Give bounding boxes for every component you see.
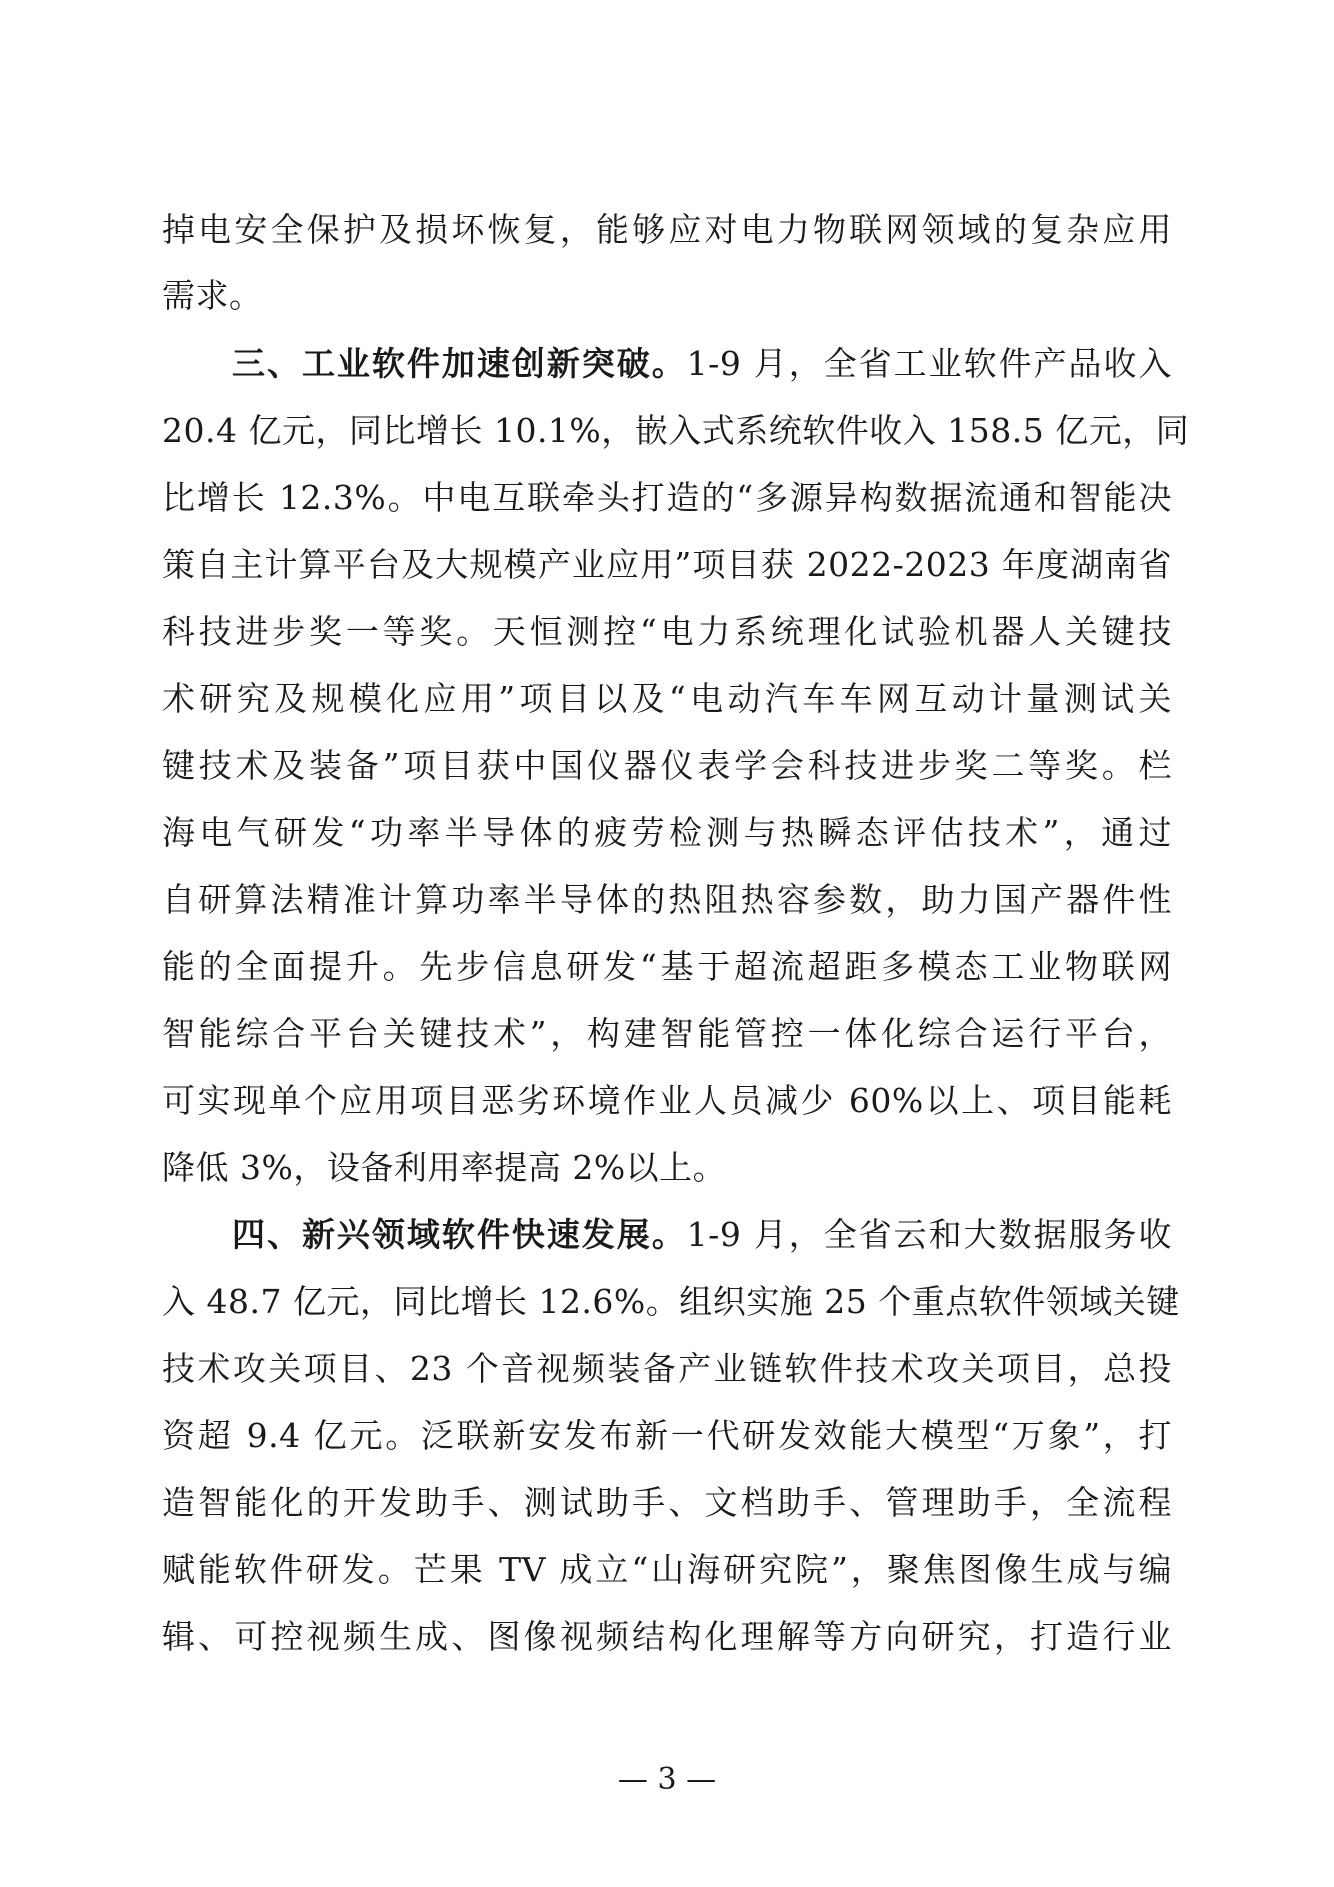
text-line: 比增长 12.3%。中电互联牵头打造的“多源异构数据流通和智能决 [162, 478, 1172, 517]
text-line: 赋能软件研发。芒果 TV 成立“山海研究院”，聚焦图像生成与编 [162, 1550, 1172, 1589]
text-line: 海电气研发“功率半导体的疲劳检测与热瞬态评估技术”，通过 [162, 813, 1172, 852]
text-line: 降低 3%，设备利用率提高 2%以上。 [162, 1148, 727, 1187]
section-four-heading: 四、新兴领域软件快速发展。 [232, 1215, 687, 1254]
text-line: 需求。 [162, 276, 263, 315]
text-line: 辑、可控视频生成、图像视频结构化理解等方向研究，打造行业 [162, 1617, 1172, 1656]
text-line: 能的全面提升。先步信息研发“基于超流超距多模态工业物联网 [162, 947, 1172, 986]
section-three-heading: 三、工业软件加速创新突破。 [232, 344, 687, 383]
section-three-first-line [232, 344, 1172, 384]
section-four-first-line [232, 1215, 1172, 1255]
text-line: 资超 9.4 亿元。泛联新安发布新一代研发效能大模型“万象”，打 [162, 1416, 1172, 1455]
text-line: 科技进步奖一等奖。天恒测控“电力系统理化试验机器人关键技 [162, 612, 1172, 651]
text-line: 术研究及规模化应用”项目以及“电动汽车车网互动计量测试关 [162, 679, 1172, 718]
text-line: 掉电安全保护及损坏恢复，能够应对电力物联网领域的复杂应用 [162, 210, 1172, 249]
text-line: 造智能化的开发助手、测试助手、文档助手、管理助手，全流程 [162, 1483, 1172, 1522]
text-line: 20.4 亿元，同比增长 10.1%，嵌入式系统软件收入 158.5 亿元，同 [162, 411, 1190, 450]
text-line: 入 48.7 亿元，同比增长 12.6%。组织实施 25 个重点软件领域关键 [162, 1282, 1180, 1321]
section-three-first-line-text: 1-9 月，全省工业软件产品收入 [686, 344, 1172, 383]
text-line: 技术攻关项目、23 个音视频装备产业链软件技术攻关项目，总投 [162, 1349, 1172, 1388]
text-line: 智能综合平台关键技术”，构建智能管控一体化综合运行平台， [162, 1014, 1172, 1053]
text-line: 自研算法精准计算功率半导体的热阻热容参数，助力国产器件性 [162, 880, 1172, 919]
text-line: 策自主计算平台及大规模产业应用”项目获 2022-2023 年度湖南省 [162, 545, 1172, 584]
section-four-first-line-text: 1-9 月，全省云和大数据服务收 [686, 1215, 1172, 1254]
text-line: 可实现单个应用项目恶劣环境作业人员减少 60%以上、项目能耗 [162, 1081, 1172, 1120]
text-line: 键技术及装备”项目获中国仪器仪表学会科技进步奖二等奖。栏 [162, 746, 1172, 785]
page-number: — 3 — [617, 1762, 717, 1797]
